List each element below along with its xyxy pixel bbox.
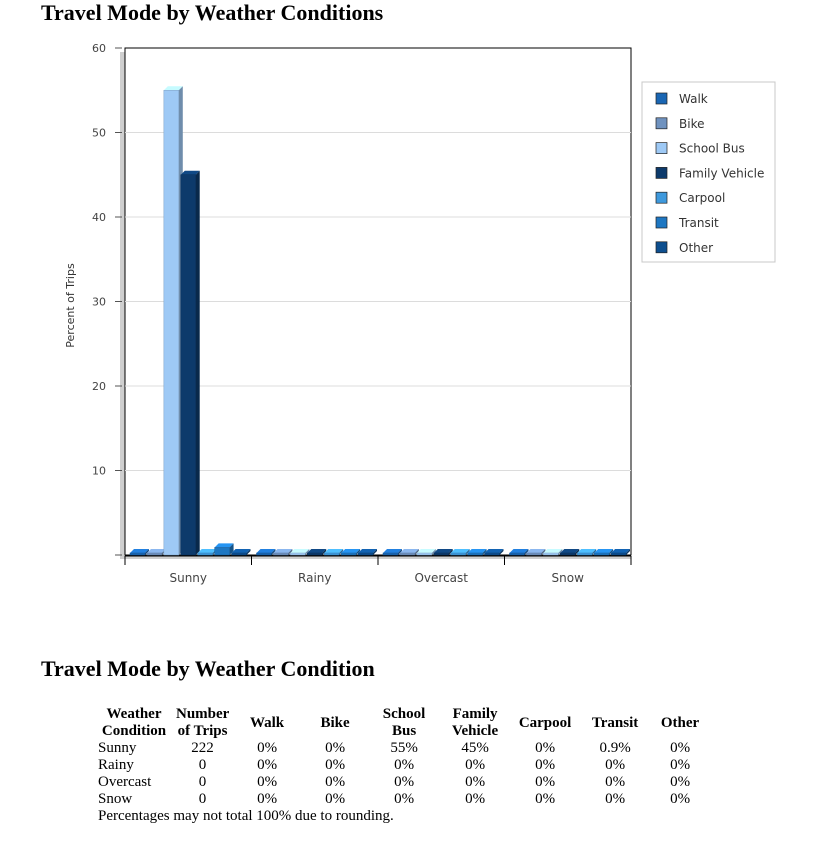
table-cell: Rainy	[98, 757, 134, 773]
table-cell: 0%	[670, 757, 691, 773]
table-cell: 0%	[535, 791, 556, 807]
y-tick-label: 60	[92, 42, 106, 55]
legend-label: Other	[679, 240, 714, 255]
table-cell: Sunny	[98, 740, 137, 756]
table-footnote-row	[96, 808, 709, 825]
table-cell: 0%	[257, 740, 278, 756]
table-row	[96, 757, 709, 774]
table-cell: Overcast	[98, 774, 152, 790]
table-cell: 0%	[394, 791, 415, 807]
table-cell: 0%	[465, 791, 486, 807]
summary-table	[96, 706, 709, 825]
table-row	[96, 740, 709, 757]
table-cell: Snow	[98, 791, 133, 807]
table-header-cell: Walk	[249, 714, 285, 731]
y-tick-label: 30	[92, 295, 106, 309]
table-cell: 0.9%	[599, 740, 631, 756]
table-cell: 222	[191, 740, 214, 756]
bar-school-bus	[164, 86, 183, 555]
table-header-cell: Family Vehicle	[452, 706, 499, 739]
legend-label: Transit	[679, 216, 719, 230]
legend-label: Bike	[679, 116, 705, 131]
table-cell: 0%	[670, 740, 691, 756]
table-cell: 0	[198, 757, 207, 773]
table-cell: 0%	[465, 757, 486, 773]
table-header-cell: School Bus	[382, 706, 426, 739]
x-tick-label: Rainy	[298, 571, 332, 585]
table-cell: 0%	[394, 774, 415, 790]
table-cell: 55%	[390, 740, 418, 756]
chart-back-wall	[120, 52, 125, 557]
table-cell: 0%	[535, 740, 556, 756]
y-tick-label: 10	[92, 464, 106, 478]
bar-family-vehicle	[181, 171, 200, 555]
y-tick-label: 50	[92, 126, 106, 140]
table-cell: 0%	[257, 774, 278, 790]
table-cell: 0%	[670, 791, 691, 807]
table-cell: 0	[198, 791, 207, 807]
table-cell: 0%	[325, 757, 346, 773]
legend-swatch	[656, 217, 667, 228]
table-cell: 0%	[605, 791, 626, 807]
legend-swatch	[656, 143, 667, 154]
bar-transit	[215, 543, 234, 555]
x-tick-label: Snow	[551, 571, 584, 585]
table-cell: 0%	[535, 757, 556, 773]
table-header-cell: Transit	[591, 714, 639, 731]
table-cell: 0%	[465, 774, 486, 790]
x-tick-label: Overcast	[414, 571, 469, 585]
table-cell: 0%	[257, 757, 278, 773]
table-footnote: Percentages may not total 100% due to rounding.	[98, 808, 394, 824]
table-cell: 0%	[325, 791, 346, 807]
chart-title: Travel Mode by Weather Conditions	[41, 0, 384, 25]
table-header-cell: Bike	[320, 714, 350, 731]
legend-swatch	[656, 93, 667, 104]
table-cell: 0%	[325, 740, 346, 756]
table-title: Travel Mode by Weather Condition	[41, 656, 375, 681]
table-cell: 0%	[394, 757, 415, 773]
y-axis-label: Percent of Trips	[64, 263, 77, 348]
legend-swatch	[656, 167, 667, 178]
table-header-cell: Weather Condition	[101, 706, 167, 739]
legend-swatch	[656, 118, 667, 129]
table-header-row	[96, 706, 709, 740]
legend-label: Family Vehicle	[679, 166, 765, 181]
table-row	[96, 774, 709, 791]
legend-swatch	[656, 192, 667, 203]
legend-swatch	[656, 242, 667, 253]
table-cell: 0	[198, 774, 207, 790]
table-cell: 0%	[605, 774, 626, 790]
table-cell: 0%	[257, 791, 278, 807]
table-header-cell: Number of Trips	[176, 706, 230, 739]
legend-label: Carpool	[679, 191, 726, 206]
table-header-cell: Carpool	[518, 714, 572, 731]
table-cell: 0%	[670, 774, 691, 790]
table-cell: 0%	[605, 757, 626, 773]
legend-label: School Bus	[679, 141, 745, 156]
y-tick-label: 20	[92, 380, 106, 393]
legend-label: Walk	[679, 92, 708, 106]
table-cell: 0%	[325, 774, 346, 790]
x-tick-label: Sunny	[169, 571, 208, 585]
y-tick-label: 40	[92, 211, 106, 224]
table-row	[96, 791, 709, 808]
table-header-cell: Other	[660, 714, 700, 731]
table-cell: 45%	[461, 740, 489, 756]
table-cell: 0%	[535, 774, 556, 790]
